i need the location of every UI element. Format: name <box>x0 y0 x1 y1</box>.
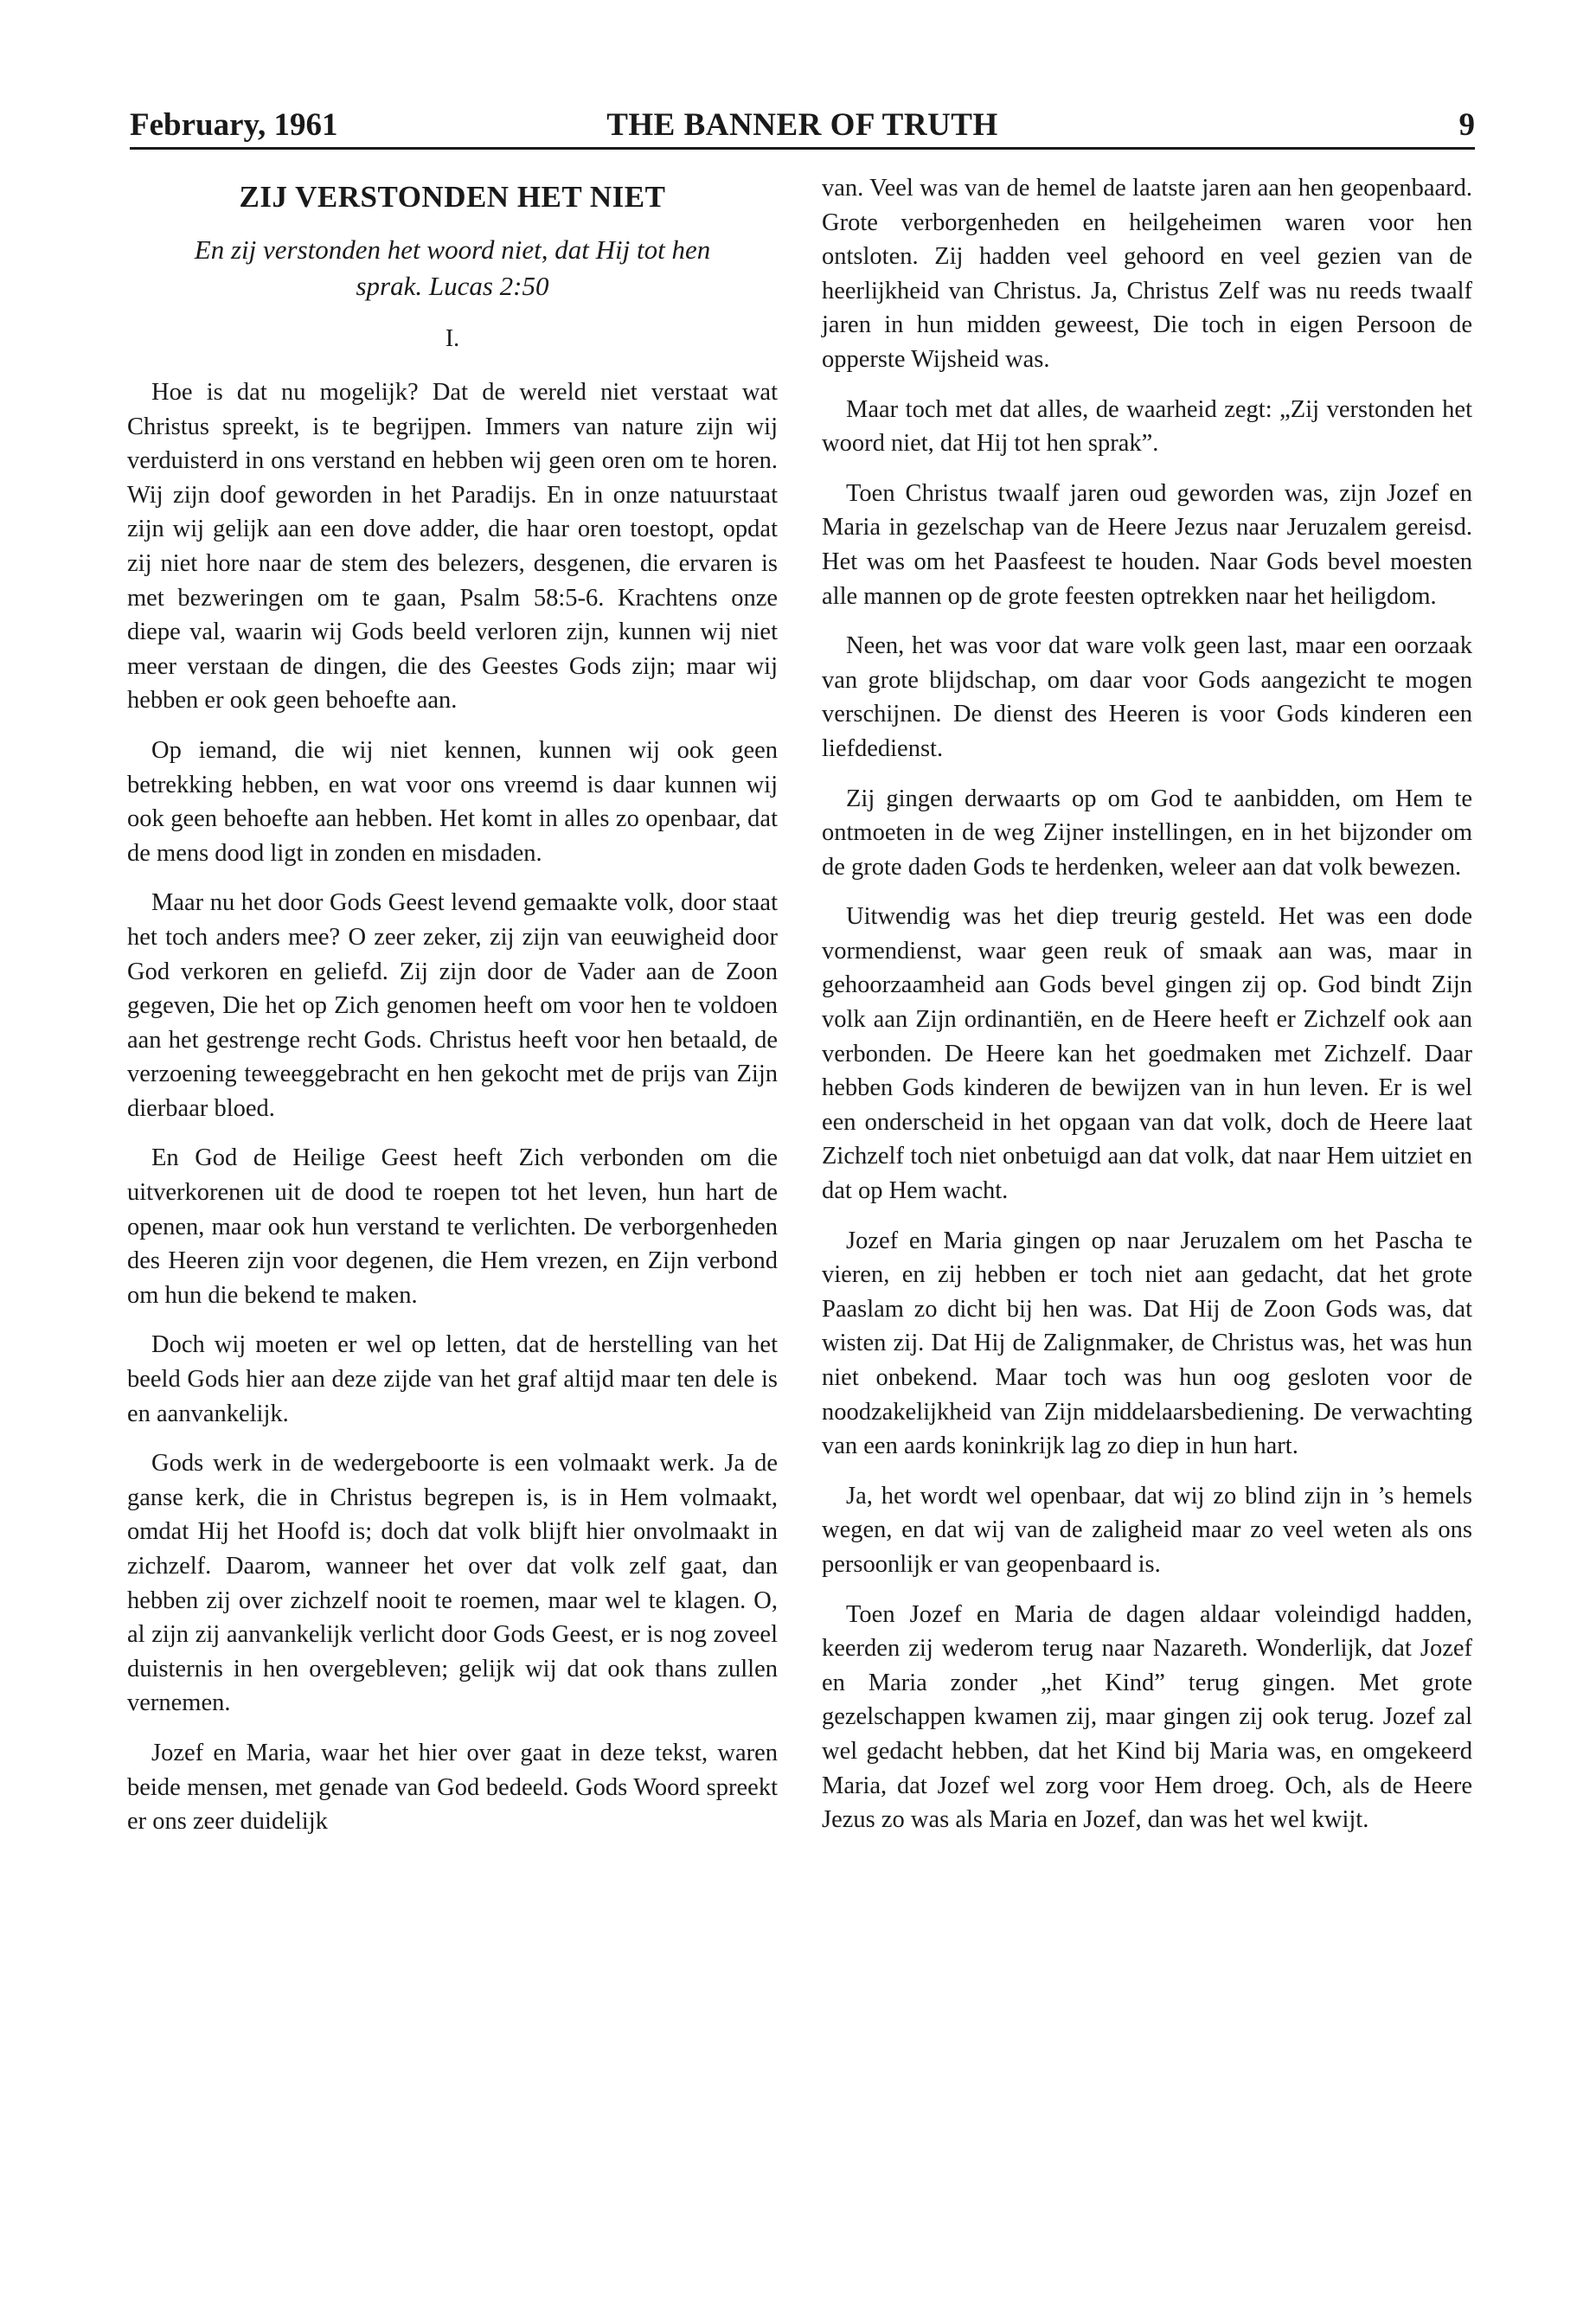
section-number: I. <box>445 325 460 352</box>
issue-date: February, 1961 <box>130 107 338 143</box>
article-title: ZIJ VERSTONDEN HET NIET <box>239 180 666 214</box>
paragraph: Uitwendig was het diep treurig gesteld. Het was een dode vormendienst, waar geen reuk of smaak aan was, maar in gehoorzaamheid aan Gods bevel gingen zij op. God bindt Zijn volk aan Zijn ordinantiën, en de Heere heeft er Zichzelf ook aan verbonden. De Heere kan het goedmaken met Zichzelf. Daar hebben Gods kinderen de bewijzen van in hun leven. Er is wel een onderscheid in het opgaan van dat volk, doch de Heere laat Zichzelf toch niet onbetuigd aan dat volk, dat naar Hem uitziet en dat op Hem wacht. <box>822 903 1472 1205</box>
paragraph: Ja, het wordt wel openbaar, dat wij zo blind zijn in ’s hemels wegen, en dat wij van de zaligheid maar zo veel weten als ons persoonlijk er van geopenbaard is. <box>822 1482 1472 1578</box>
paragraph: Toen Jozef en Maria de dagen aldaar voleindigd hadden, keerden zij wederom terug naar Nazareth. Wonderlijk, dat Jozef en Maria zonder „het Kind” terug gingen. Met grote gezelschappen kwamen zij, maar gingen zij ook terug. Jozef zal wel gedacht hebben, dat het Kind bij Maria was, en omgekeerd Maria, dat Jozef wel zorg voor Hem droeg. Och, als de Heere Jezus zo was als Maria en Jozef, dan was het wel kwijt. <box>822 1600 1472 1834</box>
paragraph: Maar toch met dat alles, de waarheid zegt: „Zij verstonden het woord niet, dat Hij tot hen sprak”. <box>822 395 1472 458</box>
publication-title: THE BANNER OF TRUTH <box>606 107 998 143</box>
paragraph-continuation: van. Veel was van de hemel de laatste jaren aan hen geopenbaard. Grote verborgenheden en heilgeheimen waren voor hen ontsloten. Zij hadden veel gehoord en veel gezien van de heerlijkheid van Christus. Ja, Christus Zelf was nu reeds twaalf jaren in hun midden geweest, Die toch in eigen Persoon de opperste Wijsheid was. <box>822 175 1472 373</box>
running-head <box>130 102 1475 150</box>
page-number: 9 <box>1458 107 1475 143</box>
paragraph: Op iemand, die wij niet kennen, kunnen wij ook geen betrekking hebben, en wat voor ons vreemd is daar kunnen wij ook geen behoefte aan hebben. Het komt in alles zo openbaar, dat de mens dood ligt in zonden en misdaden. <box>127 736 778 867</box>
paragraph: Zij gingen derwaarts op om God te aanbidden, om Hem te ontmoeten in de weg Zijner instellingen, en in het bijzonder om de grote daden Gods te herdenken, weleer aan dat volk bewezen. <box>822 785 1472 881</box>
paragraph: Jozef en Maria, waar het hier over gaat in deze tekst, waren beide mensen, met genade van God bedeeld. Gods Woord spreekt er ons zeer duidelijk <box>127 1739 778 1836</box>
paragraph: En God de Heilige Geest heeft Zich verbonden om die uitverkorenen uit de dood te roepen tot het leven, hun hart de openen, maar ook hun verstand te verlichten. De verborgenheden des Heeren zijn voor degenen, die Hem vrezen, en Zijn verbond om hun die bekend te maken. <box>127 1144 778 1309</box>
article-epigraph: En zij verstonden het woord niet, dat Hij tot hen sprak. Lucas 2:50 <box>194 234 711 301</box>
paragraph: Maar nu het door Gods Geest levend gemaakte volk, door staat het toch anders mee? O zeer zeker, zij zijn van eeuwigheid door God verkoren en geliefd. Zij zijn door de Vader aan de Zoon gegeven, Die het op Zich genomen heeft om voor hen te voldoen aan het gestrenge recht Gods. Christus heeft voor hen betaald, de verzoening teweeggebracht en hen gekocht met de prijs van Zijn dierbaar bloed. <box>127 889 778 1122</box>
paragraph: Gods werk in de wedergeboorte is een volmaakt werk. Ja de ganse kerk, die in Christus begrepen is, is in Hem volmaakt, omdat Hij het Hoofd is; doch dat volk blijft hier onvolmaakt in zichzelf. Daarom, wanneer het over dat volk zelf gaat, dan hebben zij over zichzelf nooit te roemen, maar wel te klagen. O, al zijn zij aanvankelijk verlicht door Gods Geest, er is nog zoveel duisternis in hen overgebleven; gelijk wij dat ook thans zullen vernemen. <box>127 1450 778 1717</box>
paragraph: Hoe is dat nu mogelijk? Dat de wereld niet verstaat wat Christus spreekt, is te begrijpen. Immers van nature zijn wij verduisterd in ons verstand en hebben wij geen oren om te horen. Wij zijn doof geworden in het Paradijs. En in onze natuurstaat zijn wij gelijk aan een dove adder, die haar oren toestopt, opdat zij niet hore naar de stem des belezers, desgenen, die ervaren is met bezweringen om te gaan, Psalm 58:5-6. Krachtens onze diepe val, waarin wij Gods beeld verloren zijn, kunnen wij niet meer verstaan de dingen, die des Geestes Gods zijn; maar wij hebben er ook geen behoefte aan. <box>127 379 778 715</box>
paragraph: Toen Christus twaalf jaren oud geworden was, zijn Jozef en Maria in gezelschap van de Heere Jezus naar Jeruzalem gereisd. Het was om het Paasfeest te houden. Naar Gods bevel moesten alle mannen op de grote feesten optrekken naar het heiligdom. <box>822 479 1472 610</box>
paragraph: Jozef en Maria gingen op naar Jeruzalem om het Pascha te vieren, en zij hebben er toch niet aan gedacht, dat het grote Paaslam zo dicht bij hen was. Dat Hij de Zoon Gods was, dat wisten zij. Dat Hij de Zalignmaker, de Christus was, het was hun niet onbekend. Maar toch was hun oog gesloten voor de noodzakelijkheid van Zijn middelaarsbediening. De verwachting van een aards koninkrijk lag zo diep in hun hart. <box>822 1227 1472 1460</box>
right-column <box>822 171 1472 1853</box>
paragraph: Neen, het was voor dat ware volk geen last, maar een oorzaak van grote blijdschap, om daar voor Gods aangezicht te mogen verschijnen. De dienst des Heeren is voor Gods kinderen een liefdedienst. <box>822 632 1472 762</box>
paragraph: Doch wij moeten er wel op letten, dat de herstelling van het beeld Gods hier aan deze zijde van het graf altijd maar ten dele is en aanvankelijk. <box>127 1331 778 1427</box>
left-column <box>127 175 778 1855</box>
